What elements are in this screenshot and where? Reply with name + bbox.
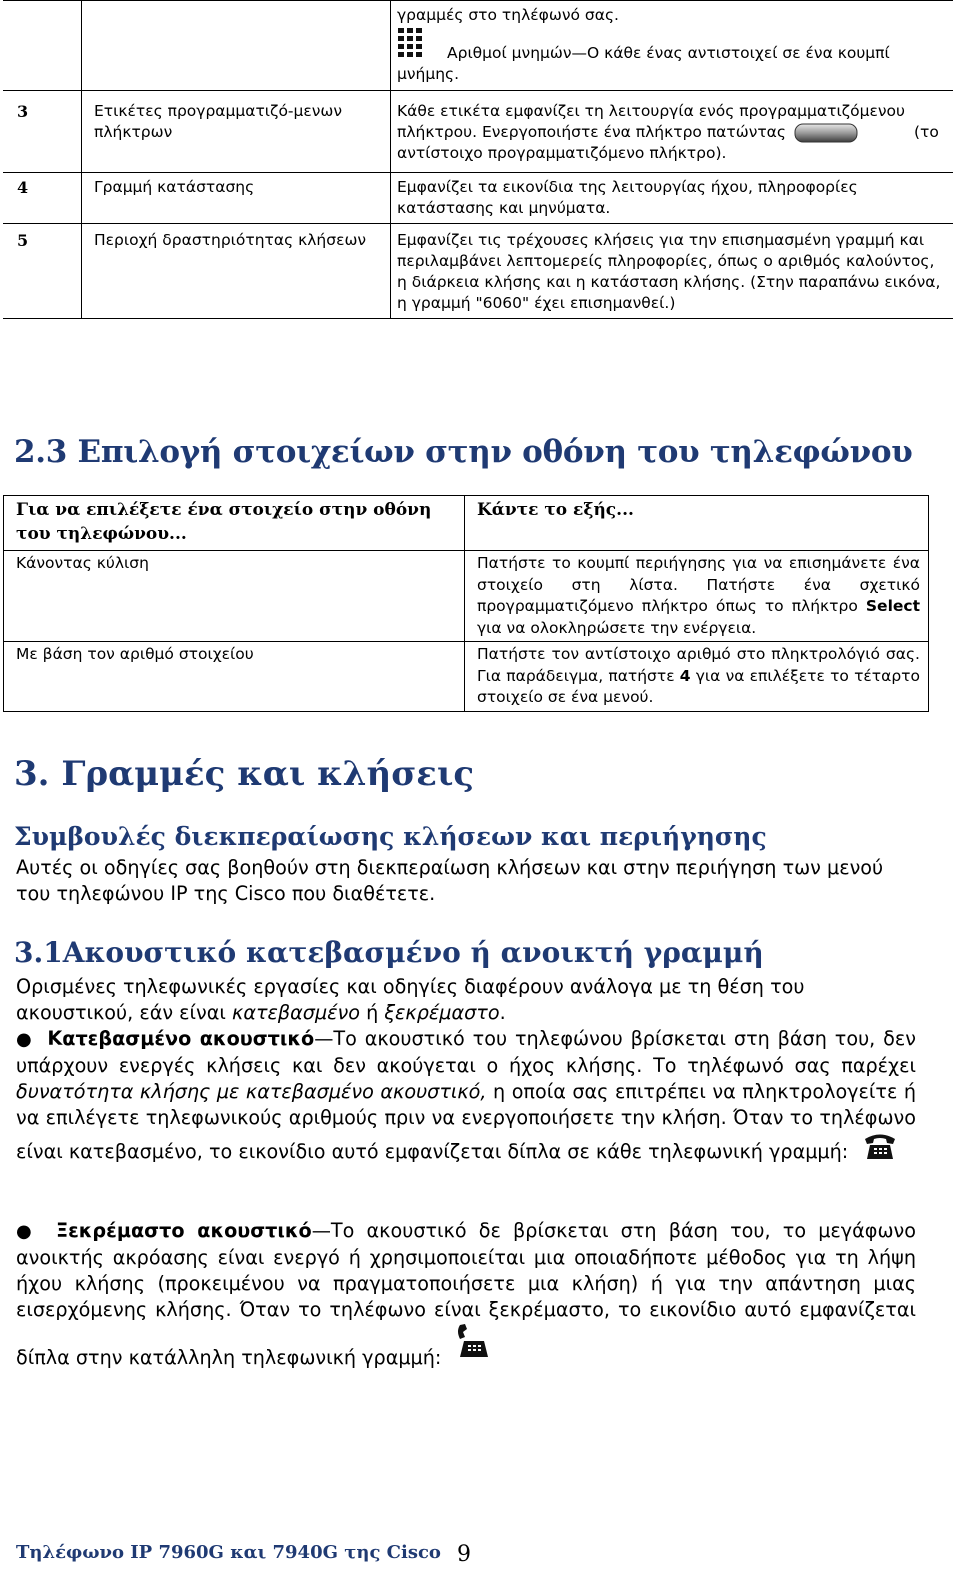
table-cell [465,551,929,642]
row-number: 5 [3,224,82,319]
bullet-paragraph [16,1026,916,1165]
section-heading: 2.3 Επιλογή στοιχείων στην οθόνη του τηλεφώνου [14,434,913,470]
row-name: Γραμμή κατάστασης [82,173,391,224]
text: κατεβασμένο [232,1001,360,1024]
row-description [391,1,954,91]
phone-screen-legend-table [3,0,953,319]
table-row [3,224,953,319]
bullet-paragraph [16,1218,916,1371]
selection-methods-table [3,495,929,712]
cell-text: Πατήστε τον αντίστοιχο αριθμό στο πληκτρολόγιό σας. Για παράδειγμα, πατήστε [477,645,920,685]
table-row [4,551,929,642]
desc-line: γραμμές στο τηλέφωνό σας. [397,6,619,24]
text: . [499,1001,506,1024]
select-key-label: Select [865,597,920,615]
table-cell [465,642,929,712]
table-row [3,1,953,91]
cell-text: για να ολοκληρώσετε την ενέργεια. [477,618,757,637]
on-hook-phone-icon [862,1131,898,1161]
row-description: Εμφανίζει τα εικονίδια της λειτουργίας ήχου, πληροφορίες κατάστασης και μηνύματα. [391,173,954,224]
page-number: 9 [457,1542,471,1567]
row-description [391,91,954,173]
column-header: Κάντε το εξής... [465,496,929,551]
subsection-heading: Συμβουλές διεκπεραίωσης κλήσεων και περιήγησης [14,822,767,851]
paragraph [16,974,916,1026]
row-number [3,1,82,91]
cell-text: για να επιλέξετε το τέταρτο στοιχείο σε ένα μενού. [477,666,920,706]
paragraph: Αυτές οι οδηγίες σας βοηθούν στη διεκπεραίωση κλήσεων και στην περιήγηση των μενού του τηλεφώνου IP της Cisco που διαθέτετε. [16,856,884,905]
table-row [3,173,953,224]
column-header: Για να επιλέξετε ένα στοιχείο στην οθόνη του τηλεφώνου... [4,496,465,551]
row-name [82,1,391,91]
bullet-icon: ● [16,1029,34,1050]
desc-text: Κάθε ετικέτα εμφανίζει τη λειτουργία ενός προγραμματιζόμενου πλήκτρου. Ενεργοποιήστε ένα πλήκτρο πατώντας [397,102,905,141]
bullet-icon: ● [16,1221,38,1242]
subsection-heading: 3.1Ακουστικό κατεβασμένο ή ανοικτή γραμμή [14,936,764,969]
footer-title: Τηλέφωνο IP 7960G και 7940G της Cisco [16,1542,441,1563]
softkey-button-icon [794,123,858,143]
text: Ορισμένες τηλεφωνικές εργασίες και οδηγίες διαφέρουν ανάλογα με τη θέση του ακουστικού, εάν είναι [16,975,805,1024]
table-cell: Με βάση τον αριθμό στοιχείου [4,642,465,712]
text: —Το ακουστικό δε βρίσκεται στη βάση του, το μεγάφωνο ανοικτής ακρόασης είναι ενεργό ή χρησιμοποιείται μια οποιαδήποτε μέθοδος για τη λήψη ήχου κλήσης (προκειμένου να πραγματοποιήσετε μια κλήση) ή για την απάντηση μιας εισερχόμενης κλήσης. Όταν το τηλέφωνο είναι ξεκρέμαστο, το εικονίδιο αυτό εμφανίζεται δίπλα στην κατάλληλη τηλεφωνική γραμμή: [16,1219,916,1369]
table-row [3,91,953,173]
table-cell: Κάνοντας κύλιση [4,551,465,642]
row-name: Περιοχή δραστηριότητας κλήσεων [82,224,391,319]
row-name: Ετικέτες προγραμματιζό-μενων πλήκτρων [82,91,391,173]
table-row [4,642,929,712]
text: δυνατότητα κλήσης με κατεβασμένο ακουστικό, [16,1080,487,1103]
desc-text: (το αντίστοιχο προγραμματιζόμενο πλήκτρο). [397,123,939,162]
text: —Το ακουστικό του τηλεφώνου βρίσκεται στη βάση του, δεν υπάρχουν ενεργές κλήσεις και δεν ακούγεται ο ήχος κλήσης. Το τηλέφωνό σας παρέχει [16,1027,916,1077]
chapter-heading: 3. Γραμμές και κλήσεις [14,754,475,794]
desc-line: Αριθμοί μνημών—Ο κάθε ένας αντιστοιχεί σε ένα κουμπί μνήμης. [397,44,890,83]
off-hook-phone-icon [454,1323,494,1359]
text: η οποία σας επιτρέπει να πληκτρολογείτε ή να επιλέγετε τηλεφωνικούς αριθμούς πριν να ενεργοποιήσετε την κλήση. Όταν το τηλέφωνο είναι κατεβασμένο, το εικονίδιο αυτό εμφανίζεται δίπλα σε κάθε τηλεφωνική γραμμή: [16,1080,916,1163]
term: Ξεκρέμαστο ακουστικό [55,1219,312,1242]
table-header-row [4,496,929,551]
row-description: Εμφανίζει τις τρέχουσες κλήσεις για την επισημασμένη γραμμή και περιλαμβάνει λεπτομερείς πληροφορίες, όπως ο αριθμός καλούντος, η διάρκεια κλήσης και η κατάσταση κλήσης. (Στην παραπάνω εικόνα, η γραμμή "6060" έχει επισημανθεί.) [391,224,954,319]
key-number: 4 [679,666,691,685]
term: Κατεβασμένο ακουστικό [47,1027,315,1050]
row-number: 3 [3,91,82,173]
cell-text: Πατήστε το κουμπί περιήγησης για να επισημάνετε ένα στοιχείο στη λίστα. Πατήστε ένα σχετικό προγραμματιζόμενο πλήκτρο όπως το πλήκτρο [477,554,920,615]
text: ξεκρέμαστο [384,1001,500,1024]
row-number: 4 [3,173,82,224]
text: ή [360,1001,385,1024]
